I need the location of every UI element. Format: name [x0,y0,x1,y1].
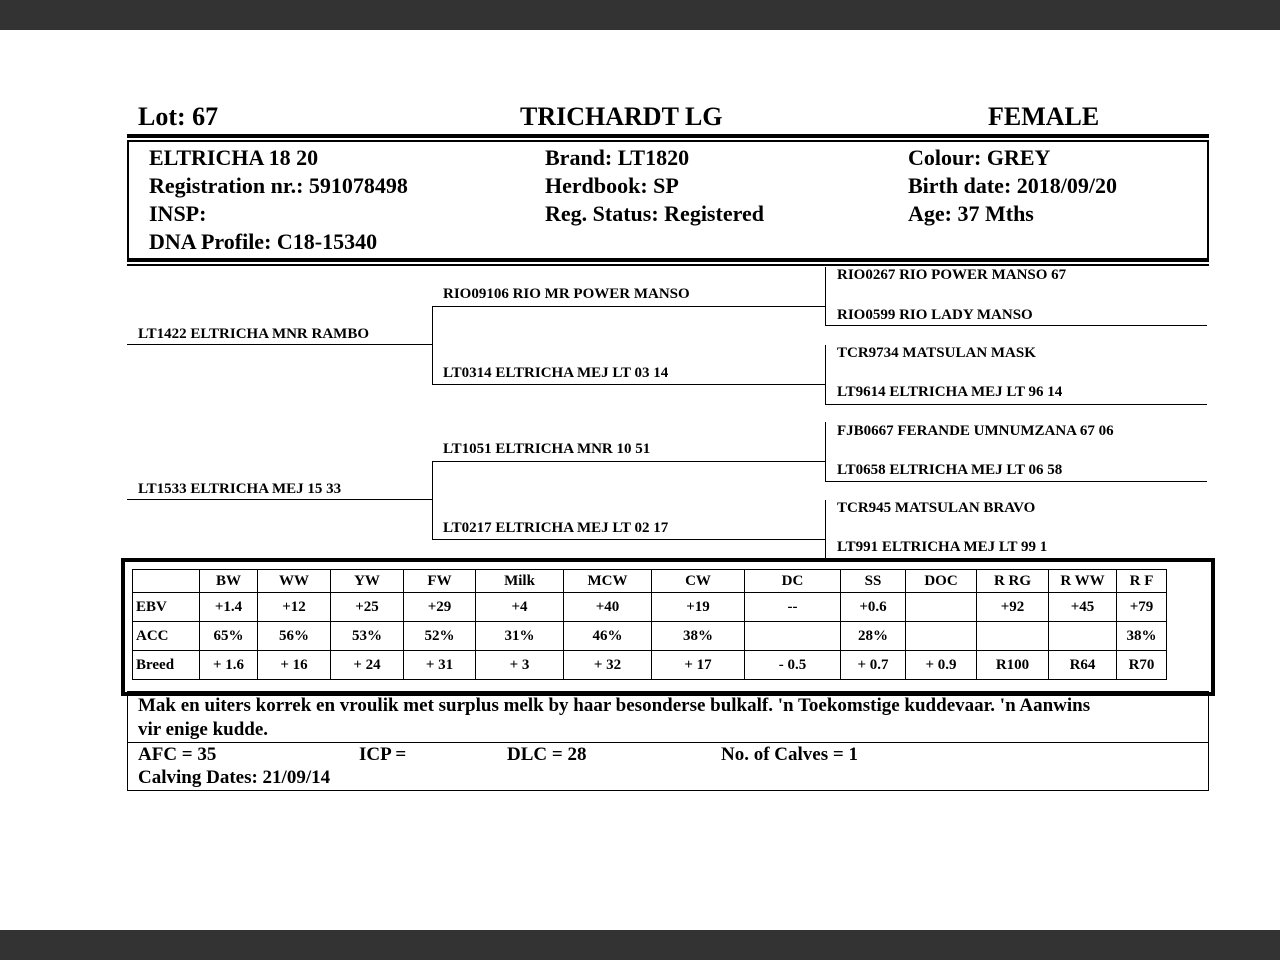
bottom-frame-bar [0,930,1280,960]
epd-cell: R64 [1049,651,1117,680]
epd-cell: + 0.7 [841,651,906,680]
epd-cell: + 17 [652,651,745,680]
epd-cell: +0.6 [841,593,906,622]
herdbook: Herdbook: SP [545,173,679,198]
epd-header-cell: DOC [906,570,977,593]
epd-cell: 38% [1117,622,1167,651]
pedigree-gg6: LT0658 ELTRICHA MEJ LT 06 58 [837,462,1063,478]
epd-cell [1049,622,1117,651]
age: Age: 37 Mths [908,201,1034,226]
registration-number: Registration nr.: 591078498 [149,173,408,198]
epd-header-cell [133,570,200,593]
epd-cell: +79 [1117,593,1167,622]
epd-cell [906,622,977,651]
epd-cell: +45 [1049,593,1117,622]
remarks-divider [128,742,1208,743]
epd-cell: 52% [404,622,476,651]
epd-cell: 31% [476,622,564,651]
epd-header-cell: Milk [476,570,564,593]
pedigree-line [825,404,1207,405]
owner-name: TRICHARDT LG [520,102,723,131]
epd-cell: +4 [476,593,564,622]
epd-header-cell: SS [841,570,906,593]
pedigree-connector [825,500,826,558]
remarks-line-2: vir enige kudde. [138,719,269,740]
pedigree-dam-dam: LT0217 ELTRICHA MEJ LT 02 17 [443,520,669,536]
top-frame-bar [0,0,1280,30]
epd-cell: 53% [331,622,404,651]
info-right-border [1207,140,1209,262]
epd-cell: +19 [652,593,745,622]
epd-cell: +92 [977,593,1049,622]
pedigree-gg2: RIO0599 RIO LADY MANSO [837,307,1033,323]
epd-header-cell: FW [404,570,476,593]
epd-cell: +1.4 [200,593,258,622]
epd-cell: 65% [200,622,258,651]
epd-row-breed [133,651,1167,680]
epd-cell: 46% [564,622,652,651]
remarks-line-1: Mak en uiters korrek en vroulik met surplus melk by haar besonderse bulkalf. 'n Toekomstige kuddevaar. 'n Aanwins [138,695,1091,716]
epd-cell: +25 [331,593,404,622]
epd-header-row [133,570,1167,593]
epd-row-label: ACC [133,622,200,651]
pedigree-connector [825,345,826,404]
insp-label: INSP: [149,201,207,226]
pedigree-gg4: LT9614 ELTRICHA MEJ LT 96 14 [837,384,1063,400]
pedigree-gg1: RIO0267 RIO POWER MANSO 67 [837,267,1067,283]
brand: Brand: LT1820 [545,145,690,170]
epd-header-cell: R RG [977,570,1049,593]
pedigree-gg7: TCR945 MATSULAN BRAVO [837,500,1036,516]
lot-number: Lot: 67 [138,102,219,131]
pedigree-line [432,539,825,540]
epd-header-cell: BW [200,570,258,593]
fertility-afc: AFC = 35 [138,744,217,765]
epd-row-acc [133,622,1167,651]
epd-cell: 38% [652,622,745,651]
epd-cell: + 3 [476,651,564,680]
epd-cell: + 16 [258,651,331,680]
epd-cell: 28% [841,622,906,651]
epd-cell [745,622,841,651]
epd-cell: +12 [258,593,331,622]
epd-table [132,569,1167,680]
pedigree-line [432,461,825,462]
pedigree-sire: LT1422 ELTRICHA MNR RAMBO [138,326,370,342]
pedigree-line [127,499,432,500]
dna-profile: DNA Profile: C18-15340 [149,229,378,254]
epd-cell: - 0.5 [745,651,841,680]
pedigree-line [432,384,825,385]
epd-row-ebv [133,593,1167,622]
pedigree-dam-sire: LT1051 ELTRICHA MNR 10 51 [443,441,651,457]
animal-name: ELTRICHA 18 20 [149,145,319,170]
epd-cell: + 0.9 [906,651,977,680]
fertility-calves: No. of Calves = 1 [721,744,858,765]
epd-row-label: EBV [133,593,200,622]
pedigree-line [127,344,432,345]
colour: Colour: GREY [908,145,1051,170]
info-divider-thin [127,264,1209,266]
epd-cell [906,593,977,622]
pedigree-connector [825,267,826,325]
epd-header-cell: MCW [564,570,652,593]
epd-cell: R100 [977,651,1049,680]
epd-cell: + 31 [404,651,476,680]
info-divider [127,258,1209,262]
epd-header-cell: DC [745,570,841,593]
fertility-icp: ICP = [359,744,407,765]
pedigree-gg8: LT991 ELTRICHA MEJ LT 99 1 [837,539,1048,555]
epd-cell: +29 [404,593,476,622]
pedigree-gg5: FJB0667 FERANDE UMNUMZANA 67 06 [837,423,1114,439]
pedigree-line [825,481,1207,482]
epd-table-frame [121,558,1215,696]
birth-date: Birth date: 2018/09/20 [908,173,1117,198]
pedigree-gg3: TCR9734 MATSULAN MASK [837,345,1036,361]
epd-header-cell: WW [258,570,331,593]
epd-header-cell: R WW [1049,570,1117,593]
epd-cell: + 1.6 [200,651,258,680]
epd-header-cell: R F [1117,570,1167,593]
epd-cell: +40 [564,593,652,622]
registration-status: Reg. Status: Registered [545,201,764,226]
header-divider [127,134,1209,138]
pedigree-line [825,325,1207,326]
pedigree-sire-dam: LT0314 ELTRICHA MEJ LT 03 14 [443,365,669,381]
pedigree-connector [432,461,433,539]
epd-cell: 56% [258,622,331,651]
pedigree-connector [825,422,826,481]
epd-cell: -- [745,593,841,622]
epd-row-label: Breed [133,651,200,680]
epd-cell: R70 [1117,651,1167,680]
epd-header-cell: CW [652,570,745,593]
pedigree-line [432,306,825,307]
pedigree-sire-sire: RIO09106 RIO MR POWER MANSO [443,286,690,302]
epd-cell [977,622,1049,651]
header-divider-thin [127,140,1209,142]
fertility-dlc: DLC = 28 [507,744,587,765]
epd-cell: + 32 [564,651,652,680]
pedigree-connector [432,306,433,384]
pedigree-dam: LT1533 ELTRICHA MEJ 15 33 [138,481,342,497]
animal-sex: FEMALE [988,102,1100,131]
info-left-border [127,140,129,262]
epd-cell: + 24 [331,651,404,680]
calving-dates: Calving Dates: 21/09/14 [138,767,331,788]
epd-header-cell: YW [331,570,404,593]
